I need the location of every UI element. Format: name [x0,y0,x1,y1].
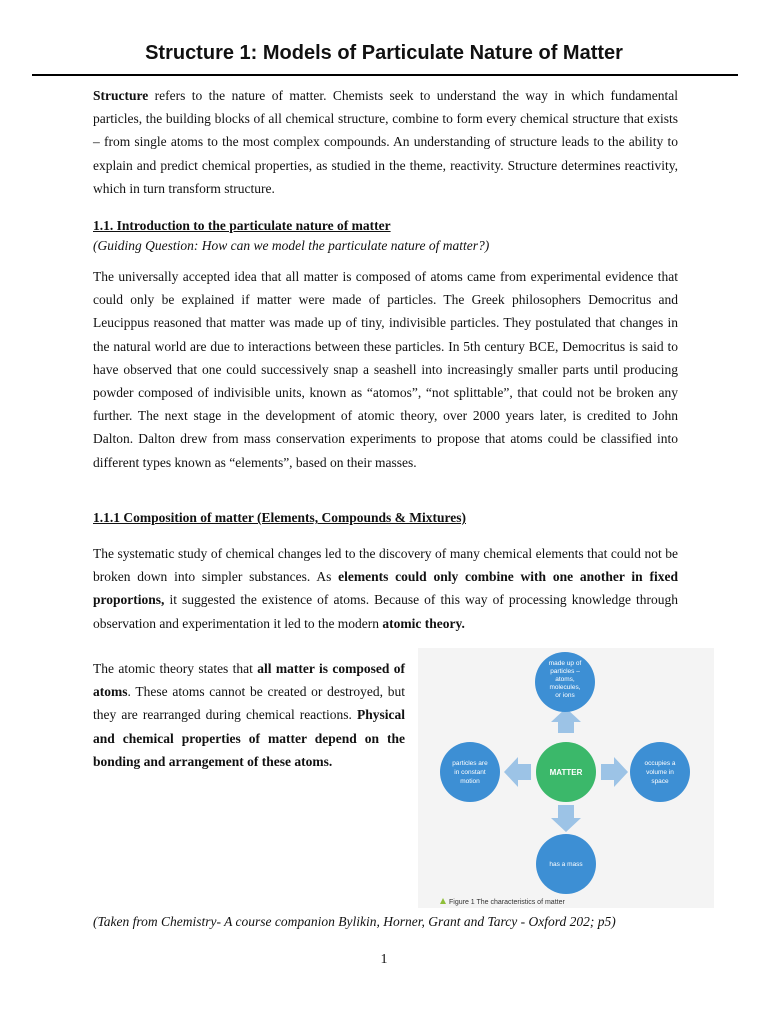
right-label-1: occupies a [644,760,676,767]
composition-paragraph: The systematic study of chemical changes led to the discovery of many chemical elements that could not be broken down into simpler substances. As elements could only combine with one another in fixed proportions, it suggested the existence of atoms. Because of this way of processing knowledge through observation and experimentation it led to the modern atomic theory. [93,546,678,631]
top-label-2: particles – [550,668,580,675]
intro-paragraph [93,84,678,200]
top-label-3: atoms, [555,676,575,683]
section-heading-1-1-1: 1.1.1 Composition of matter (Elements, Compounds & Mixtures) [93,510,466,525]
matter-characteristics-figure [418,648,714,908]
figure-caption: Figure 1 The characteristics of matter [449,899,565,906]
top-label-5: or ions [555,692,575,699]
page-title: Structure 1: Models of Particulate Nature of Matter [145,42,623,64]
source-citation: (Taken from Chemistry- A course companion Bylikin, Horner, Grant and Tarcy - Oxford 202; p5) [93,914,616,929]
right-label-3: space [651,778,669,785]
intro-text: refers to the nature of matter. Chemists seek to understand the way in which fundamental particles, the building blocks of all chemical structure, combine to form every chemical structure that exists – from single atoms to the most complex compounds. An understanding of structure leads to the ability to explain and predict chemical properties, as studied in the theme, reactivity. Structure determines reactivity, which in turn transform structure. [93,88,678,196]
top-label-4: molecules, [549,684,581,691]
left-label-1: particles are [452,760,488,767]
intro-lead: Structure [93,88,149,103]
left-label-2: in constant [454,769,486,776]
page-number: 1 [380,952,388,967]
left-label-3: motion [460,778,480,785]
top-label-1: made up of [548,660,582,667]
bottom-label: has a mass [549,861,583,868]
guiding-question: (Guiding Question: How can we model the particulate nature of matter?) [93,238,490,253]
section-1-1-body: The universally accepted idea that all matter is composed of atoms came from experimental evidence that could only be explained if matter were made of particles. The Greek philosophers Democritus and Leucippus reasoned that matter was made up of tiny, indivisible particles. They postulated that changes in the natural world are due to interactions between these particles. In 5th century BCE, Democritus is said to have observed that one could successively snap a seashell into increasingly smaller parts until producing powder composed of indivisible units, known as “atomos”, “not splittable”, that could not be broken any further. The next stage in the development of atomic theory, over 2000 years later, is credited to John Dalton. Dalton drew from mass conservation experiments to propose that atoms could be classified into different types known as “elements”, based on their masses. [93,269,678,470]
center-label: MATTER [549,768,583,777]
atomic-theory-paragraph: The atomic theory states that all matter is composed of atoms. These atoms cannot be created or destroyed, but they are rearranged during chemical reactions. Physical and chemical properties of matter depend on the bonding and arrangement of these atoms. [93,661,405,769]
section-heading-1-1: 1.1. Introduction to the particulate nature of matter [93,218,391,233]
right-label-2: volume in [646,769,674,776]
title-rule [32,74,738,76]
